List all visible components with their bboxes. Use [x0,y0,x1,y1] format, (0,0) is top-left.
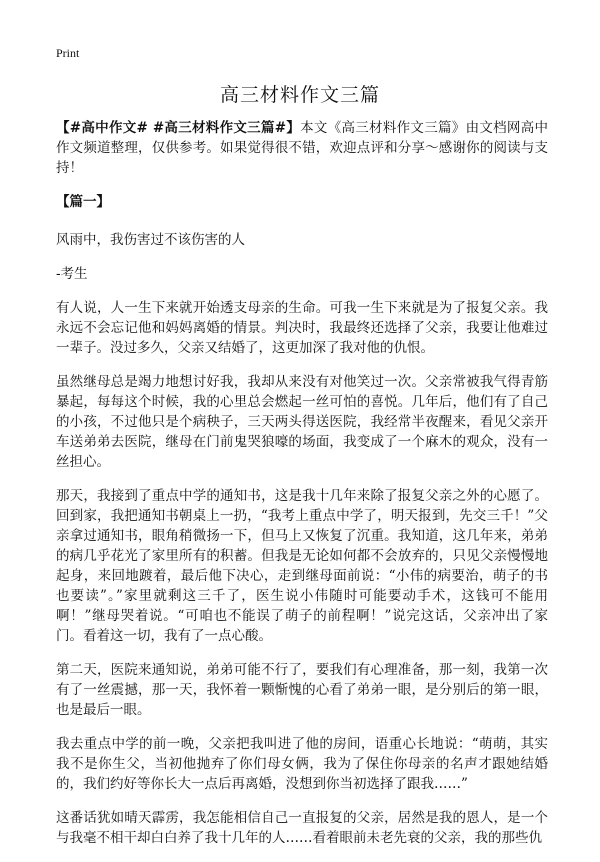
paragraph: 虽然继母总是竭力地想讨好我，我却从来没有对他笑过一次。父亲常被我气得青筋暴起，每每这个时候，我的心里总会燃起一丝可怕的喜悦。几年后，他们有了自己的小孩，不过他只是个病秧子，三天两头得送医院，我经常半夜醒来，看见父亲开车送弟弟去医院，继母在门前鬼哭狼嚎的场面，我变成了一个麻木的观众，没有一丝担心。 [56,374,548,470]
print-label: Print [56,46,80,60]
paragraph: 有人说，人一生下来就开始透支母亲的生命。可我一生下来就是为了报复父亲。我永远不会忘记他和妈妈离婚的情景。判决时，我最终还选择了父亲，我要让他难过一辈子。没过多久，父亲又结婚了，这更加深了我对他的仇恨。 [56,300,548,356]
intro-paragraph [56,118,548,178]
paragraph: 这番话犹如晴天霹雳，我怎能相信自己一直报复的父亲，居然是我的恩人，是一个与我毫不相干却白白养了我十几年的人……看着眼前未老先衰的父亲，我的那些仇 [56,810,548,846]
paragraph: 我去重点中学的前一晚，父亲把我叫进了他的房间，语重心长地说：“萌萌，其实我不是你生父，当初他抛弃了你们母女俩，我为了保住你母亲的名声才跟她结婚的，我们约好等你长大一点后再离婚，没想到你当初选择了跟我……” [56,736,548,792]
essay-author: -考生 [56,266,88,282]
essay-title: 风雨中，我伤害过不该伤害的人 [56,232,245,248]
paragraph: 第二天，医院来通知说，弟弟可能不行了，要我们有心理准备，那一刻，我第一次有了一丝震撼，那一天，我怀着一颗惭愧的心看了弟弟一眼，是分别后的第一眼，也是最后一眼。 [56,662,548,718]
section-heading: 【篇一】 [56,194,110,210]
document-title: 高三材料作文三篇 [219,84,380,106]
intro-text: 本文《高三材料作文三篇》由文档网高中作文频道整理，仅供参考。如果觉得很不错，欢迎点评和分享～感谢你的阅读与支持！ [56,120,549,176]
paragraph: 那天，我接到了重点中学的通知书，这是我十几年来除了报复父亲之外的心愿了。回到家，我把通知书朝桌上一扔，“我考上重点中学了，明天报到，先交三千！”父亲拿过通知书，眼角稍微扬一下，但马上又恢复了沉重。我知道，这几年来，弟弟的病几乎花光了家里所有的积蓄。但我是无论如何都不会放弃的，只见父亲慢慢地起身，来回地踱着，最后他下决心，走到继母面前说：“小伟的病要治，萌子的书也要读”。”家里就剩这三千了，医生说小伟随时可能要动手术，这钱可不能用啊！”继母哭着说。“可咱也不能误了萌子的前程啊！”说完这话，父亲冲出了家门。看着这一切，我有了一点心酸。 [56,488,548,644]
document-body [56,118,548,862]
intro-tags: 【#高中作文# #高三材料作文三篇#】 [56,120,301,136]
